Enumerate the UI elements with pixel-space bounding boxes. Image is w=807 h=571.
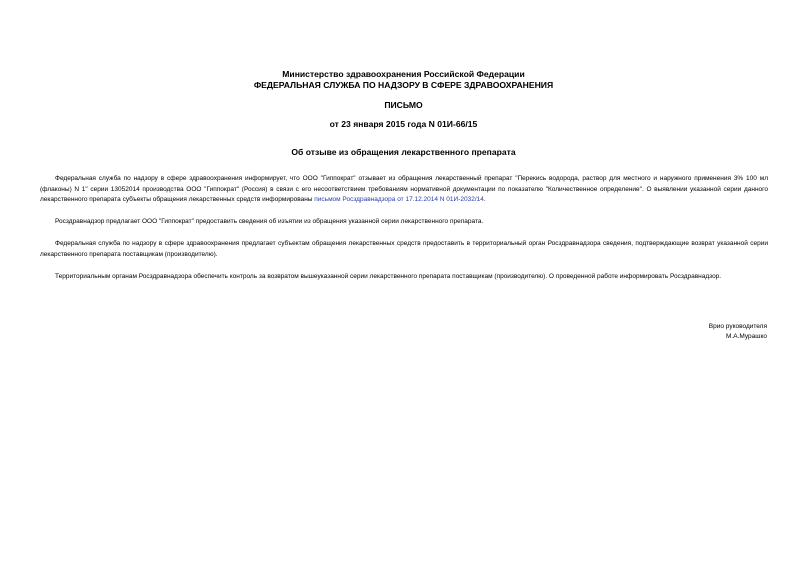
paragraph-3: Федеральная служба по надзору в сфере здравоохранения предлагает субъектам обращения лекарственных средств предоставить в территориальный орган Росздравнадзора сведения, подтверждающие возврат указанной серии лекарственного препарата поставщикам (производителю). bbox=[40, 240, 768, 258]
paragraph-1-end: . bbox=[483, 196, 486, 203]
paragraph-4: Территориальным органам Росздравнадзора обеспечить контроль за возвратом вышеуказанной серии лекарственного препарата поставщикам (производителю). О проведенной работе информировать Росздравнадзор. bbox=[55, 273, 722, 280]
document-type: ПИСЬМО bbox=[384, 100, 423, 110]
signatory-position: Врио руководителя bbox=[708, 323, 767, 330]
document-date-number: от 23 января 2015 года N 01И-66/15 bbox=[329, 119, 478, 129]
ministry-title: Министерство здравоохранения Российской Федерации bbox=[282, 69, 525, 79]
paragraph-1 bbox=[40, 174, 768, 206]
paragraph-1-text: Федеральная служба по надзору в сфере здравоохранения информирует, что ООО "Гиппократ" отзывает из обращения лекарственный препарат "Перекись водорода, раствор для местного и наружного применения 3% 100 мл (флаконы) N 1" серии 13052014 производства ООО "Гиппократ" (Россия) в связи с его несоответствием требованиям нормативной документации по показателю "Количественное определение". О выявлении указанной серии данного лекарственного препарата субъекты обращения лекарственных средств информированы bbox=[40, 175, 768, 203]
paragraph-2: Росздравнадзор предлагает ООО "Гиппократ" предоставить сведения об изъятии из обращения указанной серии лекарственного препарата. bbox=[55, 218, 484, 225]
document-subject: Об отзыве из обращения лекарственного препарата bbox=[291, 147, 516, 157]
service-title: ФЕДЕРАЛЬНАЯ СЛУЖБА ПО НАДЗОРУ В СФЕРЕ ЗДРАВООХРАНЕНИЯ bbox=[253, 80, 554, 90]
signatory-name: М.А.Мурашко bbox=[725, 333, 767, 340]
reference-letter-link[interactable]: письмом Росздравнадзора от 17.12.2014 N 01И-2032/14 bbox=[314, 196, 484, 203]
